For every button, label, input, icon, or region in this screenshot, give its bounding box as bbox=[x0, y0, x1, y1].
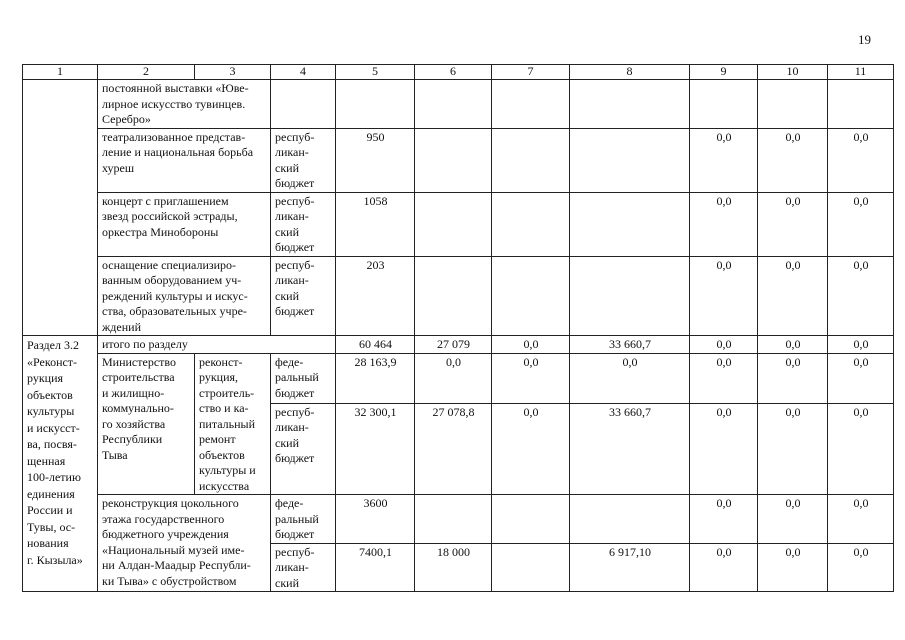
budget-table bbox=[22, 64, 894, 592]
value-cell: 33 660,7 bbox=[570, 336, 690, 354]
value-cell: 18 000 bbox=[415, 543, 492, 592]
page-number: 19 bbox=[858, 32, 871, 47]
value-cell: 0,0 bbox=[758, 128, 828, 192]
value-cell: 0,0 bbox=[492, 403, 570, 494]
value-cell: 203 bbox=[336, 256, 415, 336]
table-row bbox=[23, 192, 894, 256]
value-cell: 0,0 bbox=[758, 543, 828, 592]
value-cell: 0,0 bbox=[758, 256, 828, 336]
value-cell: 0,0 bbox=[690, 495, 758, 544]
value-cell: 0,0 bbox=[828, 256, 894, 336]
funding-source: феде- ральный бюджет bbox=[271, 495, 336, 544]
value-cell: 0,0 bbox=[758, 336, 828, 354]
value-cell: 0,0 bbox=[690, 336, 758, 354]
table-row bbox=[23, 353, 894, 403]
value-cell: 0,0 bbox=[758, 353, 828, 403]
value-cell: 27 078,8 bbox=[415, 403, 492, 494]
value-cell: 0,0 bbox=[828, 543, 894, 592]
activity-cell: театрализованное представ- ление и национальная борьба хуреш bbox=[98, 128, 271, 192]
value-cell: 3600 bbox=[336, 495, 415, 544]
value-cell: 0,0 bbox=[690, 403, 758, 494]
header-col-7: 7 bbox=[492, 65, 570, 80]
value-cell: 0,0 bbox=[690, 256, 758, 336]
value-cell: 0,0 bbox=[828, 353, 894, 403]
executor-cell: Министерство строительства и жилищно- коммунально- го хозяйства Республики Тыва bbox=[98, 353, 195, 495]
table-row bbox=[23, 80, 894, 129]
activity-cell: оснащение специализиро- ванным оборудованием уч- реждений культуры и искус- ства, образовательных учре- ждений bbox=[98, 256, 271, 336]
value-cell: 60 464 bbox=[336, 336, 415, 354]
header-row bbox=[23, 65, 894, 80]
table-row bbox=[23, 495, 894, 544]
table-row bbox=[23, 128, 894, 192]
value-cell: 0,0 bbox=[492, 336, 570, 354]
activity-cell: реконст- рукция, строитель- ство и ка- питальный ремонт объектов культуры и искусства bbox=[195, 353, 271, 495]
value-cell: 27 079 bbox=[415, 336, 492, 354]
total-row bbox=[23, 336, 894, 354]
value-cell: 6 917,10 bbox=[570, 543, 690, 592]
section-title: Раздел 3.2 «Реконст- рукция объектов культуры и искусст- ва, посвя- щенная 100-летию единения России и Тувы, ос- нования г. Кызыла» bbox=[23, 336, 98, 592]
value-cell: 0,0 bbox=[758, 192, 828, 256]
activity-cell: постоянной выставки «Юве- лирное искусство тувинцев. Серебро» bbox=[98, 80, 271, 129]
header-col-1: 1 bbox=[23, 65, 98, 80]
header-col-2: 2 bbox=[98, 65, 195, 80]
funding-source: респуб- ликан- ский бюджет bbox=[271, 128, 336, 192]
total-label: итого по разделу bbox=[98, 336, 336, 354]
funding-source: респуб- ликан- ский бюджет bbox=[271, 403, 336, 494]
value-cell: 0,0 bbox=[828, 403, 894, 494]
value-cell: 7400,1 bbox=[336, 543, 415, 592]
header-col-9: 9 bbox=[690, 65, 758, 80]
value-cell: 1058 bbox=[336, 192, 415, 256]
value-cell: 0,0 bbox=[828, 192, 894, 256]
value-cell: 0,0 bbox=[492, 353, 570, 403]
value-cell: 0,0 bbox=[828, 128, 894, 192]
value-cell: 0,0 bbox=[758, 495, 828, 544]
value-cell: 950 bbox=[336, 128, 415, 192]
header-col-5: 5 bbox=[336, 65, 415, 80]
value-cell: 33 660,7 bbox=[570, 403, 690, 494]
value-cell: 28 163,9 bbox=[336, 353, 415, 403]
value-cell: 0,0 bbox=[415, 353, 492, 403]
value-cell: 32 300,1 bbox=[336, 403, 415, 494]
value-cell: 0,0 bbox=[690, 128, 758, 192]
funding-source: респуб- ликан- ский bbox=[271, 543, 336, 592]
empty-cell bbox=[23, 80, 98, 336]
table-row bbox=[23, 256, 894, 336]
header-col-3: 3 bbox=[195, 65, 271, 80]
value-cell: 0,0 bbox=[690, 353, 758, 403]
funding-source: респуб- ликан- ский бюджет bbox=[271, 256, 336, 336]
funding-source: феде- ральный бюджет bbox=[271, 353, 336, 403]
header-col-10: 10 bbox=[758, 65, 828, 80]
value-cell: 0,0 bbox=[828, 336, 894, 354]
header-col-4: 4 bbox=[271, 65, 336, 80]
header-col-6: 6 bbox=[415, 65, 492, 80]
value-cell: 0,0 bbox=[758, 403, 828, 494]
value-cell: 0,0 bbox=[690, 543, 758, 592]
header-col-8: 8 bbox=[570, 65, 690, 80]
value-cell: 0,0 bbox=[828, 495, 894, 544]
header-col-11: 11 bbox=[828, 65, 894, 80]
activity-cell: концерт с приглашением звезд российской эстрады, оркестра Минобороны bbox=[98, 192, 271, 256]
funding-source: респуб- ликан- ский бюджет bbox=[271, 192, 336, 256]
value-cell: 0,0 bbox=[570, 353, 690, 403]
activity-cell: реконструкция цокольного этажа государственного бюджетного учреждения «Национальный музей име- ни Алдан-Маадыр Республи- ки Тыва» с обустройством bbox=[98, 495, 271, 592]
value-cell: 0,0 bbox=[690, 192, 758, 256]
